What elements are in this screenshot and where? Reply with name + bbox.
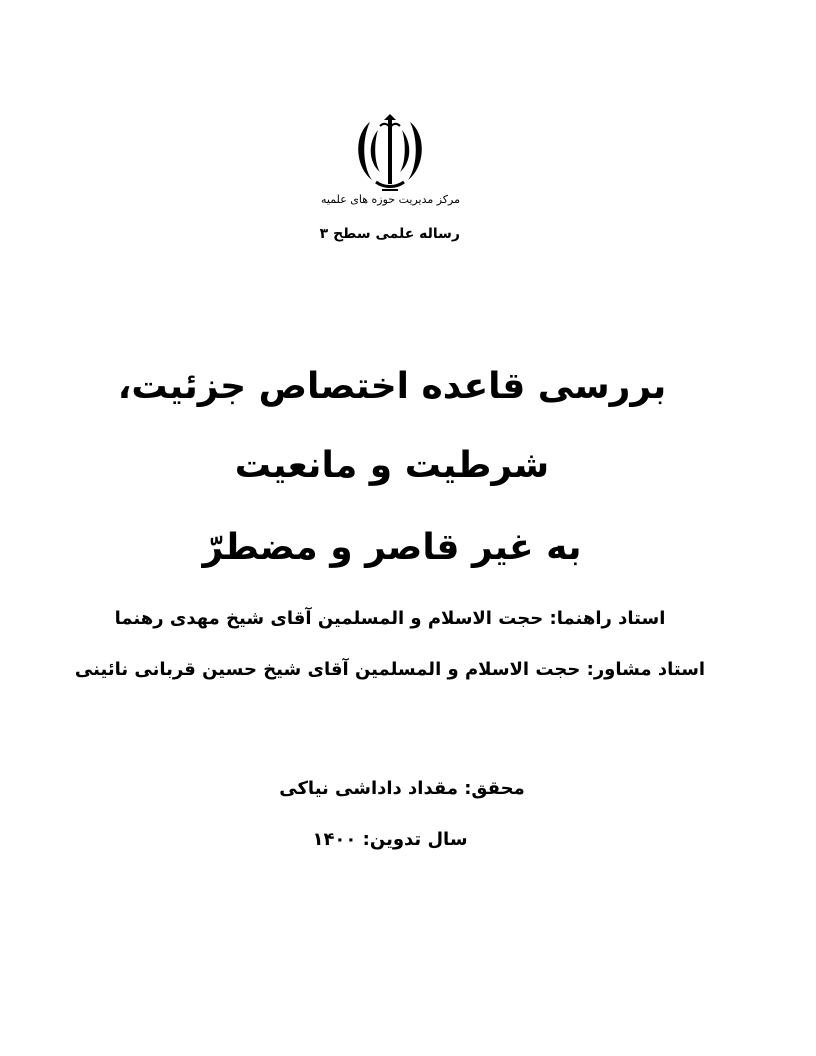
organization-name: مرکز مدیریت حوزه های علمیه xyxy=(320,193,460,206)
supervisor-line: استاد راهنما: حجت الاسلام و المسلمین آقای شیخ مهدی رهنما xyxy=(114,608,666,629)
year-line: سال تدوین: ۱۴۰۰ xyxy=(312,829,468,850)
title-line-1: بررسی قاعده اختصاص جزئیت، xyxy=(117,366,667,407)
researcher-line: محقق: مقداد داداشی نیاکی xyxy=(279,778,525,799)
title-line-2: شرطیت و مانعیت xyxy=(234,445,550,486)
iran-emblem-icon xyxy=(348,114,432,194)
title-line-3: به غیر قاصر و مضطرّ xyxy=(202,527,582,568)
consultant-line: استاد مشاور: حجت الاسلام و المسلمین آقای شیخ حسین قربانی نائینی xyxy=(74,659,706,680)
document-level: رساله علمی سطح ۳ xyxy=(319,226,460,242)
